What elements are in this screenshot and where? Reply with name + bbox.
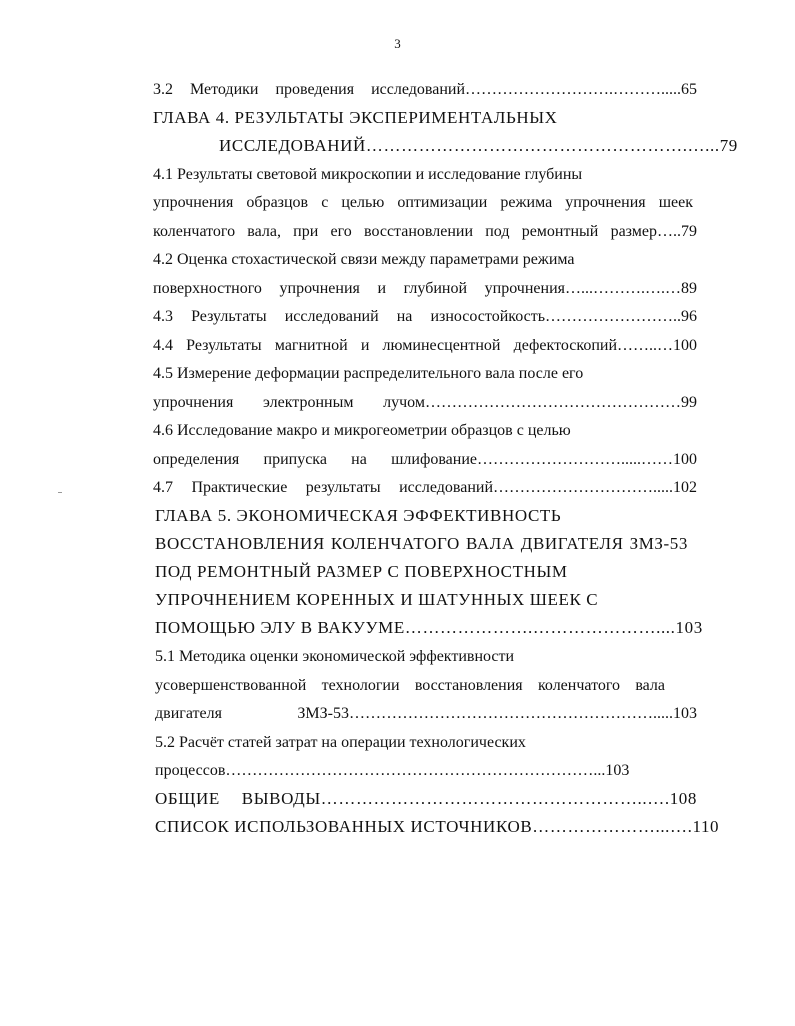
toc-line: ИССЛЕДОВАНИЙ……………………………………………….…...79	[219, 136, 738, 155]
toc-line: 4.4 Результаты магнитной и люминесцентной дефектоскопий……..…100	[153, 337, 697, 354]
toc-line: 4.5 Измерение деформации распределительного вала после его	[153, 365, 584, 382]
chapter-heading: ВОССТАНОВЛЕНИЯ КОЛЕНЧАТОГО ВАЛА ДВИГАТЕЛЯ ЗМЗ-53	[155, 534, 688, 553]
toc-line: СПИСОК ИСПОЛЬЗОВАННЫХ ИСТОЧНИКОВ…………………...….110	[155, 817, 720, 836]
toc-line: процессов……………………………………………………………...103	[155, 762, 630, 779]
toc-line: коленчатого вала, при его восстановлении под ремонтный размер…..79	[153, 223, 697, 240]
toc-line: 4.2 Оценка стохастической связи между параметрами режима	[153, 251, 575, 268]
toc-line: 5.1 Методика оценки экономической эффективности	[155, 648, 515, 665]
toc-line: 4.3 Результаты исследований на износостойкость……………………..96	[153, 308, 697, 325]
toc-line: 4.6 Исследование макро и микрогеометрии образцов с целью	[153, 422, 571, 439]
toc-line: поверхностного упрочнения и глубиной упрочнения…...……….….…89	[153, 280, 697, 297]
toc-line: ПОМОЩЬЮ ЭЛУ В ВАКУУМЕ………………….…………………....103	[155, 618, 703, 637]
toc-line: двигателя ЗМЗ-53………………………………………………….....103	[155, 705, 697, 722]
chapter-heading: ПОД РЕМОНТНЫЙ РАЗМЕР С ПОВЕРХНОСТНЫМ	[155, 562, 568, 581]
toc-line: 4.1 Результаты световой микроскопии и исследование глубины	[153, 166, 583, 183]
toc-line: 4.7 Практические результаты исследований………………………….....102	[153, 479, 697, 496]
chapter-heading: ГЛАВА 4. РЕЗУЛЬТАТЫ ЭКСПЕРИМЕНТАЛЬНЫХ	[153, 108, 558, 127]
toc-line: определения припуска на шлифование……………………….....……100	[153, 451, 697, 468]
chapter-heading: ГЛАВА 5. ЭКОНОМИЧЕСКАЯ ЭФФЕКТИВНОСТЬ	[155, 506, 562, 525]
page-number: 3	[394, 36, 401, 51]
toc-line: 3.2 Методики проведения исследований……………………….……….....65	[153, 81, 697, 98]
toc-line: ОБЩИЕ ВЫВОДЫ………………………………………………..….108	[155, 789, 697, 808]
chapter-heading: УПРОЧНЕНИЕМ КОРЕННЫХ И ШАТУННЫХ ШЕЕК С	[155, 590, 599, 609]
toc-line: усовершенствованной технологии восстановления коленчатого вала	[155, 677, 665, 694]
toc-line: 5.2 Расчёт статей затрат на операции технологических	[155, 734, 526, 751]
toc-line: упрочнения образцов с целью оптимизации режима упрочнения шеек	[153, 194, 693, 211]
toc-line: упрочнения электронным лучом…………………………………………99	[153, 394, 697, 411]
scan-speck	[58, 492, 62, 493]
